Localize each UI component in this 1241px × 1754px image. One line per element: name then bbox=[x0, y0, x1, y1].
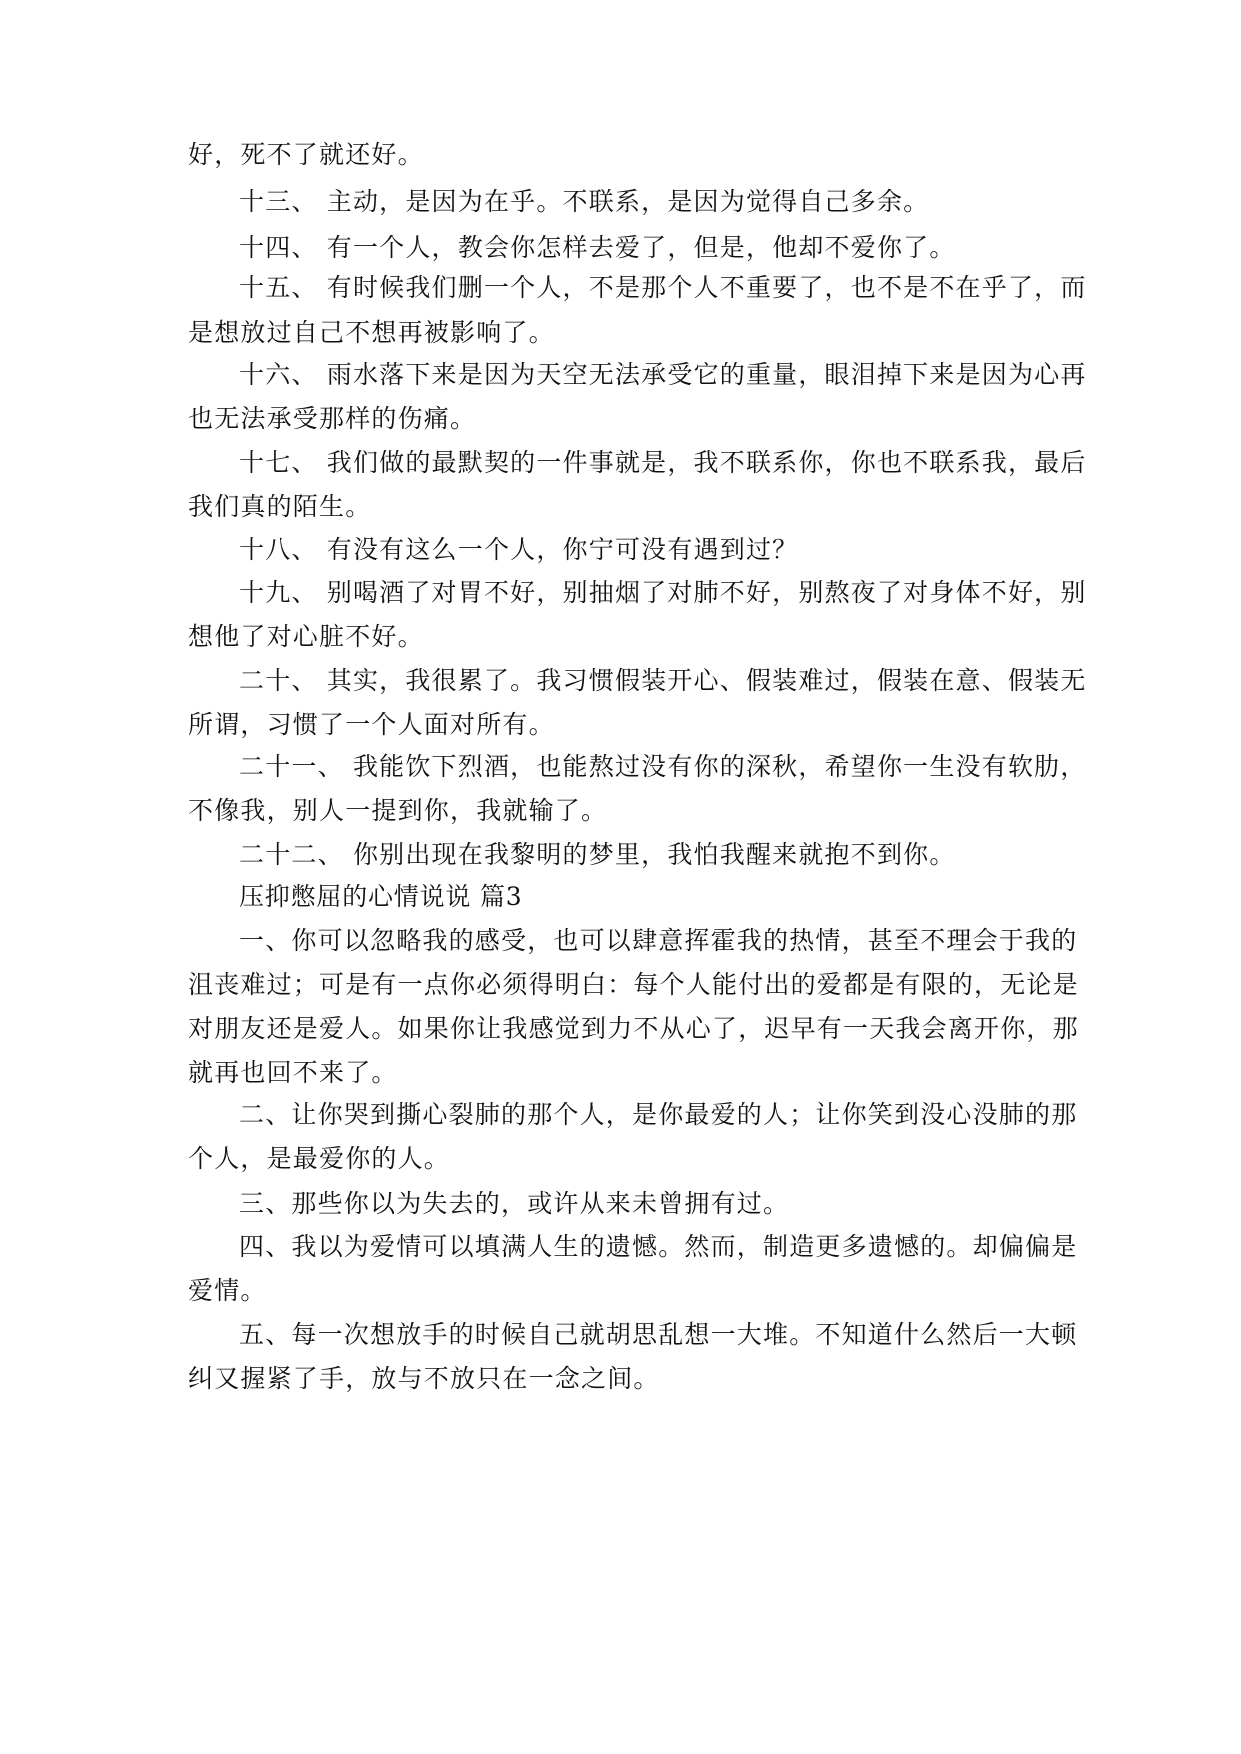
paragraph-line: 五、每一次想放手的时候自己就胡思乱想一大堆。不知道什么然后一大顿 bbox=[239, 1320, 1078, 1349]
paragraph-line: 二十、 其实，我很累了。我习惯假装开心、假装难过，假装在意、假装无 bbox=[239, 666, 1087, 695]
paragraph-line: 二、让你哭到撕心裂肺的那个人，是你最爱的人；让你笑到没心没肺的那 bbox=[239, 1100, 1078, 1129]
paragraph-line: 是想放过自己不想再被影响了。 bbox=[188, 318, 555, 347]
paragraph-line: 一、你可以忽略我的感受，也可以肆意挥霍我的热情，甚至不理会于我的 bbox=[239, 926, 1078, 955]
paragraph-line: 十三、 主动，是因为在乎。不联系，是因为觉得自己多余。 bbox=[239, 187, 930, 216]
paragraph-line: 不像我，别人一提到你，我就输了。 bbox=[188, 796, 608, 825]
paragraph-line: 好，死不了就还好。 bbox=[188, 140, 424, 169]
paragraph-line: 十九、 别喝酒了对胃不好，别抽烟了对肺不好，别熬夜了对身体不好，别 bbox=[239, 578, 1087, 607]
paragraph-line: 爱情。 bbox=[188, 1276, 267, 1305]
paragraph-line: 想他了对心脏不好。 bbox=[188, 622, 424, 651]
paragraph-line: 对朋友还是爱人。如果你让我感觉到力不从心了，迟早有一天我会离开你，那 bbox=[188, 1014, 1079, 1043]
paragraph-line: 纠又握紧了手，放与不放只在一念之间。 bbox=[188, 1364, 660, 1393]
paragraph-line: 十四、 有一个人，教会你怎样去爱了，但是，他却不爱你了。 bbox=[239, 233, 956, 262]
paragraph-line: 十五、 有时候我们删一个人，不是那个人不重要了，也不是不在乎了，而 bbox=[239, 273, 1087, 302]
paragraph-line: 我们真的陌生。 bbox=[188, 492, 372, 521]
paragraph-line: 就再也回不来了。 bbox=[188, 1058, 398, 1087]
paragraph-line: 沮丧难过；可是有一点你必须得明白：每个人能付出的爱都是有限的，无论是 bbox=[188, 970, 1079, 999]
document-page bbox=[188, 0, 1087, 1754]
paragraph-line: 二十二、 你别出现在我黎明的梦里，我怕我醒来就抱不到你。 bbox=[239, 840, 956, 869]
paragraph-line: 所谓，习惯了一个人面对所有。 bbox=[188, 710, 555, 739]
paragraph-line: 个人，是最爱你的人。 bbox=[188, 1144, 451, 1173]
section-heading: 压抑憋屈的心情说说 篇3 bbox=[239, 882, 523, 911]
paragraph-line: 十六、 雨水落下来是因为天空无法承受它的重量，眼泪掉下来是因为心再 bbox=[239, 360, 1087, 389]
paragraph-line: 四、我以为爱情可以填满人生的遗憾。然而，制造更多遗憾的。却偏偏是 bbox=[239, 1232, 1078, 1261]
paragraph-line: 十八、 有没有这么一个人，你宁可没有遇到过？ bbox=[239, 535, 799, 564]
paragraph-line: 三、那些你以为失去的，或许从来未曾拥有过。 bbox=[239, 1189, 790, 1218]
paragraph-line: 二十一、 我能饮下烈酒，也能熬过没有你的深秋，希望你一生没有软肋， bbox=[239, 752, 1087, 781]
paragraph-line: 十七、 我们做的最默契的一件事就是，我不联系你，你也不联系我，最后 bbox=[239, 448, 1087, 477]
paragraph-line: 也无法承受那样的伤痛。 bbox=[188, 404, 477, 433]
